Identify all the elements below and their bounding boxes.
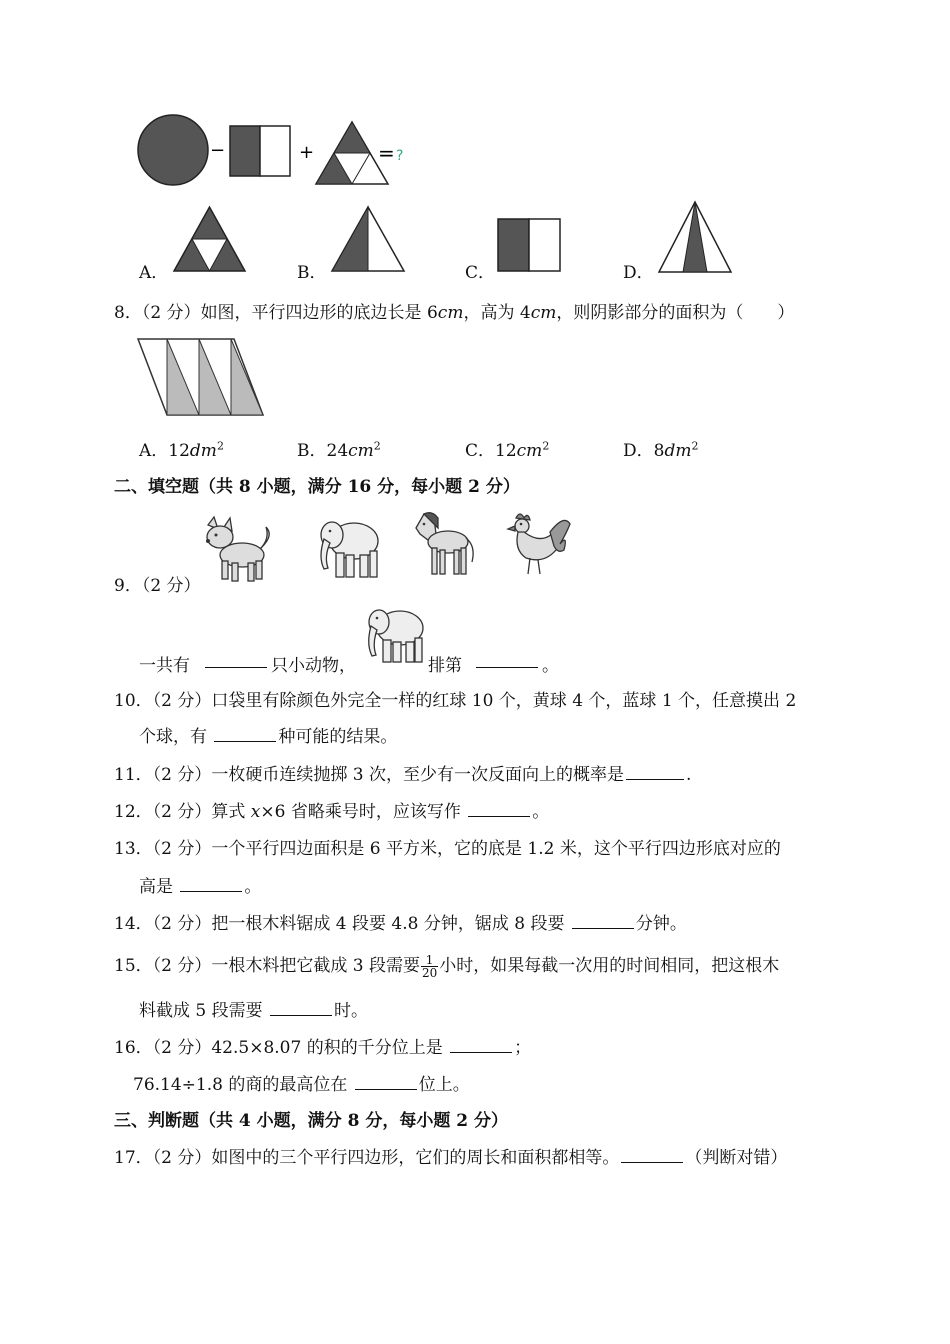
- equals-sign: =: [378, 141, 395, 165]
- q13-line-1: 13．（2 分）一个平行四边面积是 6 平方米，它的底是 1.2 米，这个平行四边形底对应的: [114, 839, 781, 859]
- q8-option-a[interactable]: A．$12dm^2$: [139, 439, 224, 461]
- q15-line-2: 料截成 5 段需要 时。: [139, 1001, 369, 1021]
- q15-blank[interactable]: [270, 999, 332, 1016]
- q14-blank[interactable]: [572, 912, 634, 929]
- question-mark: ?: [396, 148, 404, 164]
- q12-question: 12．（2 分）算式 x×6 省略乘号时，应该写作 。: [114, 802, 550, 822]
- q7-option-b-label[interactable]: B．: [297, 263, 327, 283]
- q16-blank-2[interactable]: [355, 1073, 417, 1090]
- q17-question: 17．（2 分）如图中的三个平行四边形，它们的周长和面积都相等。 （判断对错）: [114, 1148, 788, 1168]
- q10-line-2: 个球，有 种可能的结果。: [139, 727, 398, 747]
- q16-line-2: 76.14÷1.8 的商的最高位在 位上。: [133, 1075, 470, 1095]
- q14-question: 14．（2 分）把一根木料锯成 4 段要 4.8 分钟，锯成 8 段要 分钟。: [114, 914, 687, 934]
- q9-text-part-3: 排第: [428, 656, 462, 676]
- q12-blank[interactable]: [468, 800, 530, 817]
- half-shaded-square-left: [230, 126, 260, 176]
- q7-option-d-label[interactable]: D．: [623, 263, 654, 283]
- q9-text-part-2: 只小动物，: [271, 656, 356, 676]
- q10-blank[interactable]: [214, 725, 276, 742]
- q7-option-a-figure[interactable]: [172, 203, 247, 273]
- minus-sign: −: [210, 140, 226, 161]
- q11-blank[interactable]: [626, 763, 684, 780]
- q11-question: 11．（2 分）一枚硬币连续抛掷 3 次，至少有一次反面向上的概率是 .: [114, 765, 692, 785]
- q7-option-c-label[interactable]: C．: [465, 263, 496, 283]
- q15-fraction: $\frac{1}{20}$: [421, 953, 438, 980]
- q8-option-c[interactable]: C．$12cm^2$: [465, 439, 550, 461]
- q7-option-b-figure[interactable]: [330, 203, 406, 273]
- q15-line-1: 15．（2 分）一根木料把它截成 3 段需要 $\frac{1}{20}$ 小时，如果每截一次用的时间相同，把这根木: [114, 953, 780, 980]
- q8-option-d[interactable]: D．$8dm^2$: [623, 439, 699, 461]
- elephant-icon: [316, 513, 382, 581]
- q16-blank-1[interactable]: [450, 1036, 512, 1053]
- q7-option-a-label[interactable]: A．: [139, 263, 169, 283]
- q13-blank[interactable]: [180, 875, 242, 892]
- q16-line-1: 16．（2 分）42.5×8.07 的积的千分位上是 ；: [114, 1038, 532, 1058]
- q9-blank-2[interactable]: [476, 651, 538, 668]
- q9-text-part-1: 一共有: [139, 656, 190, 676]
- dark-circle-shape: [138, 115, 208, 185]
- section-3-heading: 三、判断题（共 4 小题，满分 8 分，每小题 2 分）: [114, 1111, 508, 1131]
- q17-blank[interactable]: [621, 1146, 683, 1163]
- q13-line-2: 高是 。: [139, 877, 262, 897]
- elephant-icon: [364, 602, 426, 666]
- q8-option-b[interactable]: B．$24cm^2$: [297, 439, 381, 461]
- q9-blank-1[interactable]: [205, 651, 267, 668]
- rooster-icon: [504, 510, 574, 578]
- q10-line-1: 10．（2 分）口袋里有除颜色外完全一样的红球 10 个，黄球 4 个，蓝球 1 个，任意摸出 2: [114, 691, 797, 711]
- triangle-shaded-top: [334, 122, 370, 153]
- q7-option-c-figure[interactable]: [497, 218, 561, 272]
- section-2-heading: 二、填空题（共 8 小题，满分 16 分，每小题 2 分）: [114, 477, 520, 497]
- q9-text-part-4: 。: [542, 656, 559, 676]
- dog-icon: [200, 515, 276, 587]
- horse-icon: [410, 510, 476, 578]
- q9-number: 9．（2 分）: [114, 576, 201, 596]
- q8-parallelogram-figure: [137, 338, 267, 418]
- q8-question: 8．（2 分）如图，平行四边形的底边长是 6cm，高为 4cm，则阴影部分的面积为（ ）: [114, 303, 795, 323]
- q7-equation-figure: [130, 110, 430, 190]
- plus-sign: +: [299, 142, 315, 163]
- q7-option-d-figure[interactable]: [657, 200, 733, 274]
- half-shaded-square-right: [260, 126, 290, 176]
